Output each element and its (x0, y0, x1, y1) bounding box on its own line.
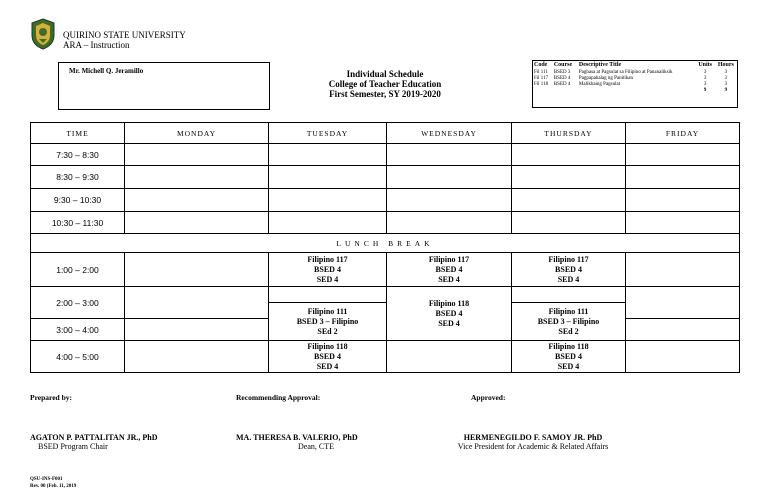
schedule-title (280, 69, 490, 99)
signatory-title: BSED Program Chair (38, 442, 108, 451)
class-subject: Filipino 117 (548, 254, 589, 264)
class-section: BSED 4 (314, 264, 341, 274)
col-header-wednesday: WEDNESDAY (387, 123, 512, 144)
load-header-code: Code (534, 62, 548, 68)
class-subject: Filipino 118 (548, 341, 589, 351)
form-code: QSU-INS-F001 (30, 477, 63, 482)
time-slot: 8:30 – 9:30 (31, 166, 125, 189)
recommending-signatory (236, 433, 396, 451)
lunch-break-row (31, 234, 740, 253)
class-subject: Filipino 111 (548, 306, 589, 316)
load-header-title: Descriptive Title (578, 62, 622, 68)
class-subject: Filipino 118 (307, 341, 348, 351)
form-revision: Rev. 00 (Feb. 11, 2019 (30, 484, 77, 489)
class-section: BSED 4 (435, 308, 463, 318)
load-total-row (533, 88, 737, 94)
load-course: BSED 4 (553, 76, 571, 81)
class-room: SED 4 (557, 361, 580, 371)
load-course: BSED 4 (553, 82, 571, 87)
form-footer (30, 476, 76, 490)
load-units: 3 (703, 82, 707, 87)
table-row (31, 287, 740, 303)
university-header (63, 30, 186, 50)
teaching-load-table (533, 61, 737, 94)
load-title: Pagbasa at Pagsulat sa Filipino at Pananaliksik (578, 70, 673, 75)
load-code: Fil 117 (534, 76, 549, 81)
lunch-break-label: LUNCH BREAK (31, 234, 740, 253)
load-total-units: 9 (703, 88, 707, 93)
class-room: SED 4 (438, 318, 460, 328)
table-row (31, 166, 740, 189)
time-slot: 1:00 – 2:00 (31, 253, 125, 287)
time-slot: 10:30 – 11:30 (31, 212, 125, 234)
time-slot: 3:00 – 4:00 (31, 319, 125, 341)
time-slot: 7:30 – 8:30 (31, 144, 125, 166)
class-section: BSED 4 (435, 264, 463, 274)
class-room: SED 4 (557, 274, 580, 284)
class-subject: Filipino 117 (428, 254, 470, 264)
office-name: ARA – Instruction (63, 40, 130, 50)
class-section: BSED 4 (555, 351, 582, 361)
university-seal-logo (30, 18, 56, 50)
title-line-1: Individual Schedule (346, 69, 424, 79)
time-slot: 4:00 – 5:00 (31, 341, 125, 373)
class-section: BSED 4 (555, 264, 582, 274)
class-block-wednesday-1 (387, 253, 512, 287)
table-row (31, 253, 740, 287)
class-subject: Filipino 118 (428, 298, 470, 308)
col-header-monday: MONDAY (125, 123, 269, 144)
class-block-tuesday-4 (269, 341, 387, 373)
load-hours: 3 (724, 70, 728, 75)
table-row (31, 341, 740, 373)
load-header-units: Units (698, 62, 712, 68)
class-room: SED 4 (316, 361, 339, 371)
load-hours: 3 (724, 82, 728, 87)
title-line-2: College of Teacher Education (328, 79, 442, 89)
schedule-header-row (31, 123, 740, 144)
class-room: SEd 2 (558, 326, 579, 336)
signatory-title: Vice President for Academic & Related Affairs (457, 442, 609, 451)
class-room: SED 4 (316, 274, 339, 284)
class-block-tuesday-1 (269, 253, 387, 287)
load-title: Malikhaing Pagsulat (578, 82, 621, 87)
class-subject: Filipino 117 (307, 254, 348, 264)
signatory-name: MA. THERESA B. VALERIO, PhD (236, 433, 358, 442)
col-header-friday: FRIDAY (626, 123, 740, 144)
load-title: Pagpapahalag ng Panitikan (578, 76, 634, 81)
load-course: BSED 3 (553, 70, 571, 75)
approved-signatory (418, 433, 648, 451)
recommending-approval-label: Recommending Approval: (236, 393, 321, 402)
teaching-load-box (532, 60, 738, 108)
prepared-by-label: Prepared by: (30, 393, 73, 402)
class-section: BSED 3 – Filipino (296, 316, 359, 326)
col-header-thursday: THURSDAY (512, 123, 626, 144)
class-block-tuesday-3 (269, 303, 387, 341)
table-row (31, 212, 740, 234)
class-subject: Filipino 111 (307, 306, 348, 316)
signatory-title: Dean, CTE (298, 442, 334, 451)
time-slot: 2:00 – 3:00 (31, 287, 125, 319)
signatory-name: AGATON P. PATTALITAN JR., PhD (30, 433, 158, 442)
time-slot: 9:30 – 10:30 (31, 189, 125, 212)
load-header-course: Course (553, 62, 573, 68)
class-section: BSED 4 (314, 351, 341, 361)
teacher-name: Mr. Michell Q. Jeramillo (69, 67, 144, 75)
col-header-time: TIME (31, 123, 125, 144)
class-room: SED 4 (438, 274, 460, 284)
class-section: BSED 3 – Filipino (537, 316, 600, 326)
prepared-by-signatory (30, 433, 220, 451)
class-block-thursday-3 (512, 303, 626, 341)
class-block-thursday-1 (512, 253, 626, 287)
university-name: QUIRINO STATE UNIVERSITY (63, 30, 186, 40)
schedule-table (30, 122, 740, 373)
class-room: SEd 2 (317, 326, 338, 336)
col-header-tuesday: TUESDAY (269, 123, 387, 144)
teacher-name-box (58, 62, 270, 110)
approved-label: Approved: (471, 393, 506, 402)
class-block-wednesday-2 (387, 287, 512, 341)
load-hours: 3 (724, 76, 728, 81)
table-row (31, 144, 740, 166)
signatory-name: HERMENEGILDO F. SAMOY JR. PhD (463, 433, 603, 442)
load-header-hours: Hours (717, 62, 734, 68)
title-line-3: First Semester, SY 2019-2020 (329, 89, 441, 99)
load-units: 3 (703, 76, 707, 81)
load-code: Fil 118 (534, 82, 549, 87)
load-code: Fil 111 (534, 70, 548, 75)
load-total-hours: 9 (724, 88, 728, 93)
class-block-thursday-4 (512, 341, 626, 373)
table-row (31, 189, 740, 212)
load-units: 3 (703, 70, 707, 75)
